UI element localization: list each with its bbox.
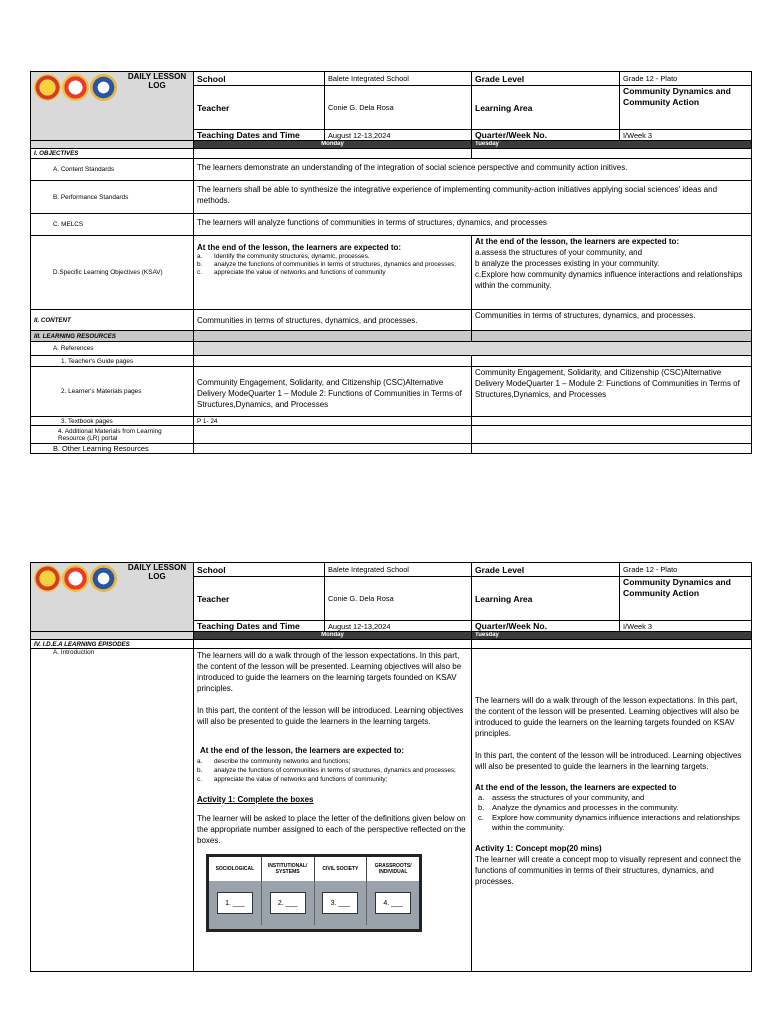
ksav-monday — [194, 236, 472, 310]
performance-standards-text: The learners shall be able to synthesize the integrative experience of implementing community-action initiatives applying social sciences' ideas and methods. — [194, 181, 752, 214]
logo-area — [31, 72, 194, 141]
learners-materials-label: 2. Learner's Materials pages — [31, 367, 194, 417]
quarter-value: I/Week 3 — [620, 130, 752, 141]
division-seal-icon — [62, 565, 89, 592]
activity-1-title: Activity 1: Concept mop(20 mins) — [475, 844, 602, 853]
lesson-log-table-2 — [30, 562, 752, 972]
school-value: Balete Integrated School — [325, 563, 472, 577]
dll-title: DAILY LESSON LOG — [127, 72, 187, 90]
melcs-text: The learners will analyze functions of communities in terms of structures, dynamics, and processes — [194, 214, 752, 236]
list-item: b. analyze the functions of communities in terms of structures, dynamics and processes; — [197, 767, 456, 774]
teachers-guide-label: 1. Teacher's Guide pages — [31, 356, 194, 367]
division-seal-icon — [62, 74, 89, 101]
area-value: Community Dynamics and Community Action — [620, 577, 752, 621]
dates-value: August 12-13,2024 — [325, 130, 472, 141]
area-label: Learning Area — [472, 86, 620, 130]
box-card: 3. ___ — [322, 892, 358, 914]
deped-seal-icon — [34, 74, 61, 101]
school-label: School — [194, 72, 325, 86]
other-resources-label: B. Other Learning Resources — [31, 444, 194, 454]
melcs-label: C. MELCS — [31, 214, 194, 236]
box-card: 4. ___ — [375, 892, 411, 914]
lesson-log-page-2 — [30, 562, 751, 972]
deped-seal-icon — [34, 565, 61, 592]
textbook-monday: P 1- 24 — [194, 417, 472, 426]
teacher-label: Teacher — [194, 577, 325, 621]
content-standards-label: A. Content Standards — [31, 159, 194, 181]
list-item: c. appreciate the value of networks and functions of community — [197, 269, 386, 276]
box-card: 1. ___ — [217, 892, 253, 914]
list-item: a. describe the community networks and functions; — [197, 758, 351, 765]
area-label: Learning Area — [472, 577, 620, 621]
performance-standards-label: B. Performance Standards — [31, 181, 194, 214]
ksav-tuesday: At the end of the lesson, the learners are expected to: a.assess the structures of your community, and b analyze the processes existing in your community. c.Explore how community dynamics influence interactions and relationships within the community. — [472, 236, 752, 310]
learning-resources-label: III. LEARNING RESOURCES — [31, 331, 194, 342]
lesson-log-table-1 — [30, 71, 752, 454]
learners-materials-tuesday: Community Engagement, Solidarity, and Citizenship (CSC)Alternative Delivery ModeQuarter 1 – Module 2: Functions of Communities in Terms of Structures,Dynamics, and Processes — [472, 367, 752, 417]
learning-episodes-label: IV. I.D.E.A LEARNING EPISODES — [31, 640, 194, 649]
references-label: A. References — [31, 342, 194, 356]
list-item: a. assess the structures of your community, and — [478, 793, 645, 802]
content-tuesday: Communities in terms of structures, dynamics, and processes. — [472, 310, 752, 331]
day-tuesday: Tuesday — [472, 141, 752, 149]
school-seal-icon — [90, 565, 117, 592]
list-item: b. analyze the functions of communities in terms of structures, dynamics and processes; — [197, 261, 456, 268]
box-header: SOCIOLOGICAL — [209, 857, 262, 881]
teacher-value: Conie G. Dela Rosa — [325, 86, 472, 130]
school-value: Balete Integrated School — [325, 72, 472, 86]
day-tuesday: Tuesday — [472, 632, 752, 640]
box-card: 2. ___ — [270, 892, 306, 914]
school-seal-icon — [90, 74, 117, 101]
ksav-label: D.Specific Learning Objectives (KSAV) — [31, 236, 194, 310]
quarter-label: Quarter/Week No. — [472, 621, 620, 632]
list-item: b. Analyze the dynamics and processes in the community. — [478, 803, 679, 812]
introduction-monday: The learners will do a walk through of the lesson expectations. In this part, the content of the lesson will be presented. Learning objectives will also be introduced to guide the learners on the learning targets founded on KSAV principles. In this part, the content of the lesson will be introduced. Learning objectives will also be presented to guide the learners in the learning targets. At the end of the lesson, the learners are expected to: a. describe the community networks and functions; b. analyze the functions of communities in terms of structures, dynamics and processes; c. appreciate the value of networks and functions of community; Activity 1: Complete the boxes The learner will be asked to place the letter of the definitions given below on the appropriate number assigned to each of the perspective reflected on the boxes. SOCIOLOGICAL INSTITUTIONAL/ SYSTEMS CIVIL SOCIETY GRASSROOTS/ INDIVIDUAL 1. ___ 2. ___ 3. ___ 4. ___ — [194, 649, 472, 972]
box-header: INSTITUTIONAL/ SYSTEMS — [262, 857, 315, 881]
dates-label: Teaching Dates and Time — [194, 621, 325, 632]
perspective-boxes-image — [206, 854, 422, 932]
day-monday: Monday — [194, 141, 472, 149]
dates-label: Teaching Dates and Time — [194, 130, 325, 141]
grade-value: Grade 12 - Plato — [620, 72, 752, 86]
grade-value: Grade 12 - Plato — [620, 563, 752, 577]
dates-value: August 12-13,2024 — [325, 621, 472, 632]
quarter-value: I/Week 3 — [620, 621, 752, 632]
additional-materials-label: 4. Additional Materials from Learning Resource (LR) portal — [31, 426, 194, 444]
activity-1-title: Activity 1: Complete the boxes — [197, 795, 314, 804]
quarter-label: Quarter/Week No. — [472, 130, 620, 141]
list-item: a. Identify the community structures, dynamic, processes. — [197, 253, 370, 260]
ksav-monday-title: At the end of the lesson, the learners are expected to: — [197, 243, 402, 252]
box-header: CIVIL SOCIETY — [315, 857, 368, 881]
grade-label: Grade Level — [472, 72, 620, 86]
list-item: c. appreciate the value of networks and functions of community; — [197, 776, 388, 783]
content-standards-text: The learners demonstrate an understanding of the integration of social science perspective and community action initives. — [194, 159, 752, 181]
textbook-label: 3. Textbook pages — [31, 417, 194, 426]
lesson-log-page-1 — [30, 71, 751, 454]
introduction-label: A. Introduction — [31, 649, 194, 972]
teacher-label: Teacher — [194, 86, 325, 130]
list-item: c. Explore how community dynamics influence interactions and relationships within the community. — [478, 813, 740, 832]
logo-area — [31, 563, 194, 632]
objectives-label: I. OBJECTIVES — [31, 149, 194, 159]
grade-label: Grade Level — [472, 563, 620, 577]
content-monday: Communities in terms of structures, dynamics, and processes. — [194, 310, 472, 331]
day-monday: Monday — [194, 632, 472, 640]
introduction-tuesday: The learners will do a walk through of the lesson expectations. In this part, the content of the lesson will be presented. Learning objectives will also be introduced to guide the learners on the learning targets founded on KSAV principles. In this part, the content of the lesson will be introduced. Learning objectives will also be presented to guide the learners in the learning targets. At the end of the lesson, the learners are expected to a. assess the structures of your community, and b. Analyze the dynamics and processes in the community. c. Explore how community dynamics influence interactions and relationships within the community. Activity 1: Concept mop(20 mins) The learner will create a concept mop to visually represent and connect the functions of communities in terms of their structures, dynamics, and processes. — [472, 649, 752, 972]
school-label: School — [194, 563, 325, 577]
content-label: II. CONTENT — [31, 310, 194, 331]
teacher-value: Conie G. Dela Rosa — [325, 577, 472, 621]
dll-title: DAILY LESSON LOG — [127, 563, 187, 581]
learners-materials-monday: Community Engagement, Solidarity, and Citizenship (CSC)Alternative Delivery ModeQuarter 1 – Module 2: Functions of Communities in Terms of Structures,Dynamics, and Processes — [194, 367, 472, 417]
area-value: Community Dynamics and Community Action — [620, 86, 752, 130]
box-header: GRASSROOTS/ INDIVIDUAL — [367, 857, 419, 881]
